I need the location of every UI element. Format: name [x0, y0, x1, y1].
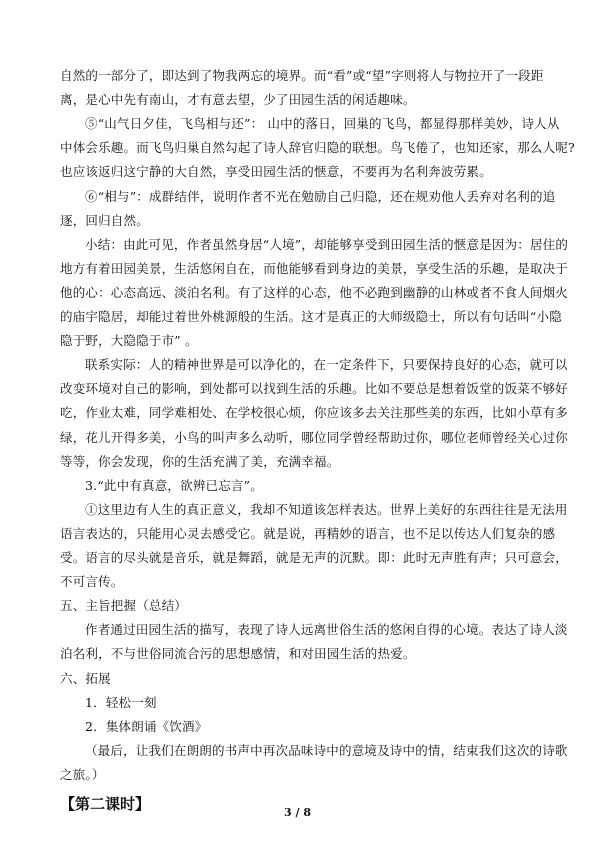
body-line: 离，是心中先有南山，才有意去望，少了田园生活的闲适趣味。	[60, 92, 416, 108]
numbered-item: 1．轻松一刻	[85, 694, 157, 710]
body-line: 语言表达的，只能用心灵去感受它。就是说，再精妙的语言，也不足以传达人们复杂的感	[60, 525, 556, 541]
numbered-item: 3.“此中有真意，欲辨已忘言”。	[85, 477, 263, 493]
body-line: 等等，你会发现，你的生活充满了美，充满幸福。	[60, 453, 340, 469]
page-number: 3 / 8	[284, 806, 311, 819]
body-line: ⑥“相与”：成群结伴，说明作者不光在勉励自己归隐，还在规劝他人丢弃对名利的追	[85, 188, 556, 204]
body-line: 之旅。）	[60, 766, 105, 782]
body-line: 也应该返归这宁静的大自然，享受田园生活的惬意，不要再为名利奔波劳累。	[60, 164, 492, 180]
body-line: 泊名利，不与世俗同流合污的思想感情，和对田园生活的热爱。	[60, 646, 416, 662]
body-line: 小结：由此可见，作者虽然身居“人境”，却能够享受到田园生活的惬意是因为：居住的	[85, 236, 569, 252]
body-line: 改变环境对自己的影响，到处都可以找到生活的乐趣。比如不要总是想着饭堂的饭菜不够好	[60, 381, 569, 397]
body-line: 吃，作业太难，同学难相处、在学校很心烦，你应该多去关注那些美的东西，比如小草有多	[60, 405, 569, 421]
body-line: ①这里边有人生的真正意义，我却不知道该怎样表达。世界上美好的东西往往是无法用	[85, 501, 568, 517]
lesson-heading: 【第二课时】	[60, 795, 151, 813]
body-line: 联系实际：人的精神世界是可以净化的，在一定条件下，只要保持良好的心态，就可以	[85, 357, 568, 373]
numbered-item: 2．集体朗诵《饮酒》	[85, 718, 208, 734]
section-heading: 五、主旨把握（总结）	[60, 598, 188, 614]
body-line: 逐，回归自然。	[60, 212, 149, 228]
body-line: 地方有着田园美景，生活悠闲自在，而他能够看到身边的美景，享受生活的乐趣，是取决于	[60, 260, 569, 276]
body-line: 中体会乐趣。而飞鸟归巢自然勾起了诗人辞官归隐的联想。鸟飞倦了，也知还家，那么人呢?	[60, 140, 575, 156]
body-line: 隐于野，大隐隐于市” 。	[60, 333, 198, 349]
body-line: 受。语言的尽头就是音乐，就是舞蹈，就是无声的沉默。即：此时无声胜有声；只可意会，	[60, 550, 569, 565]
body-line: 自然的一部分了，即达到了物我两忘的境界。而“看”或“望”字则将人与物拉开了一段距	[60, 68, 544, 83]
body-line: 不可言传。	[60, 574, 124, 590]
body-line: 绿，花儿开得多美，小鸟的叫声多么动听，哪位同学曾经帮助过你，哪位老师曾经关心过你	[60, 429, 569, 445]
body-line: 的庙宇隐居，却能过着世外桃源般的生活。这才是真正的大师级隐士，所以有句话叫“小隐	[60, 309, 562, 324]
body-line: ⑤“山气日夕佳，飞鸟相与还”： 山中的落日，回巢的飞鸟，都显得那样美妙，诗人从	[85, 116, 560, 132]
body-line: 他的心：心态高远、淡泊名利。有了这样的心态，他不必跑到幽静的山林或者不食人间烟火	[60, 284, 569, 300]
section-heading: 六、拓展	[60, 670, 111, 686]
body-line: 作者通过田园生活的描写，表现了诗人远离世俗生活的悠闲自得的心境。表达了诗人淡	[85, 622, 568, 638]
body-line: （最后，让我们在朗朗的书声中再次品味诗中的意境及诗中的情，结束我们这次的诗歌	[85, 742, 568, 758]
